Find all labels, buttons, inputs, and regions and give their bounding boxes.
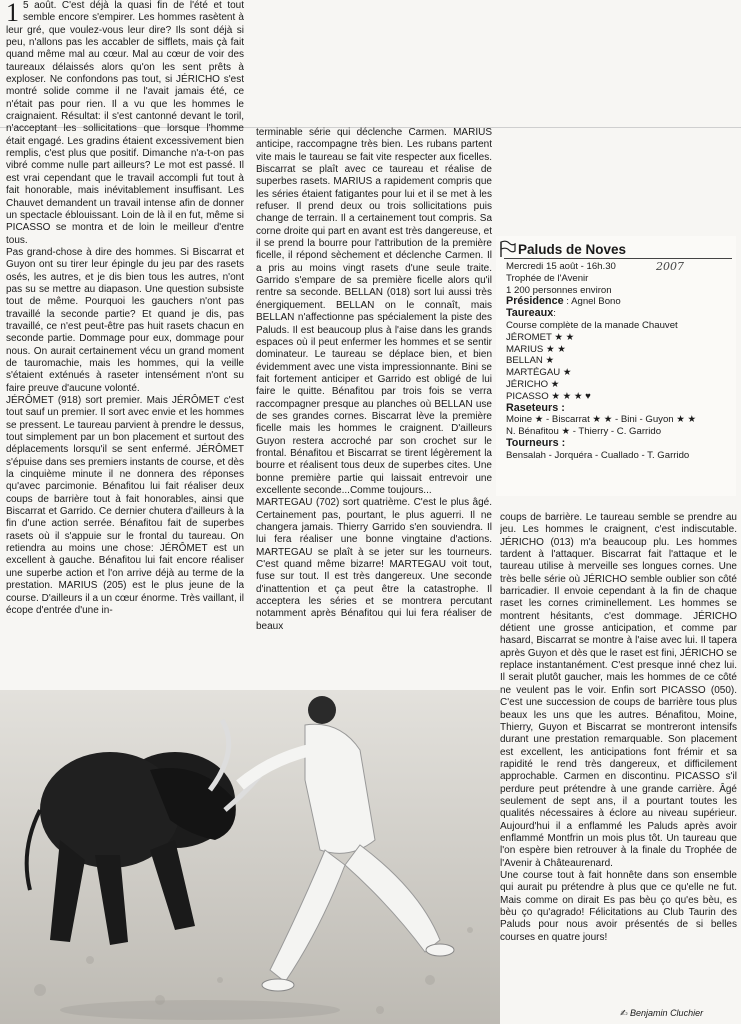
bull-and-raseteur-photo	[0, 690, 500, 1024]
article-column-1	[6, 0, 244, 700]
col1-paragraph-3: JÉRÔMET (918) sort premier. Mais JÉRÔMET c'est tout sauf un premier. Il sort avec envie et les hommes se pressent. Le taureau parvient à prendre le dessus, tout simplement par un bon placement et surtout des déplacements lorsqu'il se sent enfermé. JÉRÔMET s'épuise dans ses premiers instants de course, et dès la cinquième minute il ne donnera des réponses qu'avec parcimonie. Bénafitou lui fait réaliser deux coups de barrière tout à fait honorables, ainsi que Biscarrat et Garrido. Ce dernier chutera d'ailleurs à la fin d'une action serrée. Bénafitou fait de superbes rasets où il s'appuie sur le frontal du taureau. On retiendra au moins une chose: JÉRÔMET est un excellent à gauche. Bénafitou lui fait encore réaliser une superbe action et l'on arrive déjà au terme de la prestation. MARIUS (205) est le plus jeune de la course. D'ailleurs il a un cœur énorme. Très vaillant, il écope d'entrée d'une in-	[6, 395, 244, 616]
bull-name: JÉROMET	[506, 331, 552, 343]
bull-row	[506, 367, 734, 379]
author-byline: ✍ Benjamin Cluchier	[620, 1008, 704, 1018]
attendance: 1 200 personnes environ	[506, 284, 612, 296]
bull-rating: ★	[550, 378, 560, 390]
taureaux-label: Taureaux	[506, 307, 554, 320]
bull-name: PICASSO	[506, 390, 549, 402]
info-box-divider	[504, 258, 732, 259]
bull-name: MARTÉGAU	[506, 367, 561, 379]
event-name: Trophée de l'Avenir	[506, 272, 589, 284]
info-box-lines	[506, 261, 734, 462]
bull-row	[506, 344, 734, 356]
photo-illustration	[0, 690, 500, 1024]
col1-paragraph-2: Pas grand-chose à dire des hommes. Si Biscarrat et Guyon ont su tirer leur épingle du jeu par des rasets osés, les autres, et je dis bien tous les autres, n'ont pas su se mettre au diapason. Une question subsiste tout de même. Pourquoi les gauchers n'ont pas travaillé la seconde partie? Et quand je dis, pas travaillé, ce n'est peut-être pas huit rasets chacun en seconde partie. Dommage pour eux, dommage pour nous. On aurait certainement vécu un grand moment de tauromachie, mais les hommes, qui la veille s'étaient exténués à raseter intensément n'ont su faire preuve d'aucune volonté.	[6, 246, 244, 394]
col2-paragraph-1: terminable série qui déclenche Carmen. MARIUS anticipe, raccompagne très bien. Les rubans partent vite mais le taureau se fait vite respecter aux ficelles. Biscarrat se plaît avec ce taureau et réalise de superbes rasets. MARIUS a rapidement compris que les séries étaient fatigantes pour lui et il se met à les refuser. Il prend deux ou trois sollicitations puis change de terrain. Il a certainement tout compris. Sa corne droite qui part en avant est très dangereuse, et il se prend la bourre pour l'attribution de la première ficelle, il répond sèchement et déclenche Carmen. Il a pris au moins vingt rasets d'une seule traite. Garrido s'empare de sa première ficelle alors qu'il rentre sa seconde. BELLAN (018) sort lui aussi très énergiquement. BELLAN on le connaît, mais BELLAN n'affectionne pas spécialement la piste des Paluds. Il est beaucoup plus à l'aise dans les grands espaces où il peut enfermer les hommes et se sentir dominateur. Le taureau se déplace bien, et bien évidemment avec une vista impressionnante. Bini se fait fortement anticiper et Garrido est obligé de lui faire le quitte. Bénafitou par trois fois se verra raccompagner presque au planches où BELLAN use de ses grandes cornes. Biscarrat lève la première ficelle mais les hommes le craignent. D'ailleurs Guyon restera accroché par son crochet sur le frontal. Bénafitou et Biscarrat se tirent légèrement la bourre et réalisent tous deux de superbes cites. Une bonne première partie qui laissait entrevoir une excellente seconde...Comme toujours...	[256, 127, 492, 496]
bull-name: JÉRICHO	[506, 378, 549, 390]
course-description: Course complète de la manade Chauvet	[506, 319, 678, 331]
article-column-3	[500, 512, 737, 1012]
taureaux-row	[506, 308, 734, 320]
article-column-2	[256, 127, 492, 700]
bull-rating: ★ ★	[554, 331, 575, 343]
tourneurs-label: Tourneurs :	[506, 436, 566, 449]
raseteurs-label: Raseteurs :	[506, 401, 565, 414]
flag-icon	[498, 240, 516, 258]
col3-paragraph-1: coups de barrière. Le taureau semble se prendre au jeu. Les hommes le craignent, c'est indiscutable. JÉRICHO (013) m'a beaucoup plu. Les hommes tardent à l'attaquer. Biscarrat fait l'attaque et le taureau utilise à merveille ses longues cornes. Une très belle série où JÉRICHO semble oublier son côté barricadier. Il envoie cependant à la fin de chaque raset les cornes criminellement. Les hommes se montrent hésitants, c'est dommage. JÉRICHO détient une grosse anticipation, et comme par hasard, Biscarrat se montre à l'aise avec lui. Il tapera après Guyon et dès que le raset est fini, JÉRICHO se replace instantanément. C'est presque inné chez lui. Il serait plutôt gaucher, mais les hommes de ce côté ne veulent pas le voir. Enfin sort PICASSO (050). C'est une succession de coups de barrière tous plus beaux les uns que les autres. Bénafitou, Moine, Thierry, Guyon et Biscarrat se montreront intensifs durant une prestation remarquable. Son placement est excellent, les anticipations font frémir et sa rapidité le rend très dangereux, et difficilement approchable. Carmen en discontinu. PICASSO s'il perdure peut prétendre à une grande carrière. Âgé seulement de sept ans, il a pourtant toutes les qualités nécessaires à éclore au niveau supérieur. Aujourd'hui il a enflammé les Paluds après avoir enflammé Montfrin un mois plus tôt. Un taureau que l'on espère bien retrouver à la finale du Trophée de l'Avenir à Châteaurenard.	[500, 512, 737, 869]
bull-row	[506, 379, 734, 391]
info-box-title: Paluds de Noves	[518, 242, 627, 257]
shadow	[60, 1000, 340, 1020]
drop-cap: 1	[6, 0, 19, 27]
bull-row	[506, 391, 734, 403]
bull-name: BELLAN	[506, 355, 543, 367]
bull-row	[506, 355, 734, 367]
taureaux-colon: :	[553, 308, 556, 320]
bull-rating: ★	[562, 367, 572, 379]
date-line: Mercredi 15 août - 16h.30	[506, 261, 616, 272]
event-info-box	[496, 236, 736, 496]
presidence-value: : Agnel Bono	[566, 296, 621, 308]
handwritten-year: 2007	[656, 260, 684, 273]
bull-rating: ★ ★	[545, 343, 566, 355]
presidence-label: Présidence	[506, 295, 564, 308]
col2-paragraph-2: MARTEGAU (702) sort quatrième. C'est le plus âgé. Certainement pas, pourtant, le plus aguerri. Il ne changera jamais. Thierry Garrido s'en souviendra. Il lui fera réaliser une bonne vingtaine d'actions. MARTEGAU se plaît à se jeter sur les tourneurs. C'est quand même bizarre! MARTEGAU voit tout, fuse sur tout. Il est très dangereux. Une seconde d'inattention et ça peut être la catastrophe. Il acceptera les séries et se montrera percutant notamment après Bénafitou qui lui fera réaliser de beaux	[256, 497, 492, 632]
raseteurs-line-1: Moine ★ - Biscarrat ★ ★ - Bini - Guyon ★ ★	[506, 414, 697, 426]
bull-row	[506, 332, 734, 344]
col3-paragraph-2: Une course tout à fait honnête dans son ensemble qui aurait pu prétendre à plus que ce qu'elle ne fut. Mais comme on dirait Es pas bèu ço qu'es bèu, es bèu ço qu'agrado! Félicitations au Club Taurin des Paluds pour nous avoir présentés de si belles courses en quatre jours!	[500, 869, 737, 943]
tourneurs-line: Bensalah - Jorquéra - Cuallado - T. Garrido	[506, 449, 690, 461]
bull-rating: ★ ★ ★ ♥	[551, 390, 591, 402]
raseteurs-line-2: N. Bénafitou ★ - Thierry - C. Garrido	[506, 426, 662, 438]
bull-rating: ★	[545, 355, 555, 367]
bull-name: MARIUS	[506, 343, 544, 355]
col1-paragraph-1: 5 août. C'est déjà la quasi fin de l'été et tout semble encore s'empirer. Les hommes rasètent à leur gré, que voulez-vous leur dire? Ils sont déjà si peu, n'allons pas les accabler de sifflets, mais çà fait quand même mal au cœur. Mal au cœur de voir des taureaux délaissés alors qu'on les sent prêts à exploser. Ne confondons pas tout, si JÉRICHO s'est montré solide comme il ne l'avait jamais été, ce n'était pas pour rien. Il a vu que les hommes le craignaient. Résultat: il s'est cantonné devant le toril, n'acceptant les sollicitations que lorsque l'homme était engagé. Les gradins étaient excessivement bien remplis, c'est plus que positif. Dimanche n'a-t-on pas vibré comme nulle part ailleurs? Le mot est passé. Il est vrai cependant que le travail accompli fut tout à fait honorable, mais inévitablement insuffisant. Les Chauvet demandent un travail intense afin de donner un spectacle éblouissant. Loin de là il en fut, même si PICASSO se montra et de loin le meilleur d'entre tous.	[6, 0, 244, 246]
